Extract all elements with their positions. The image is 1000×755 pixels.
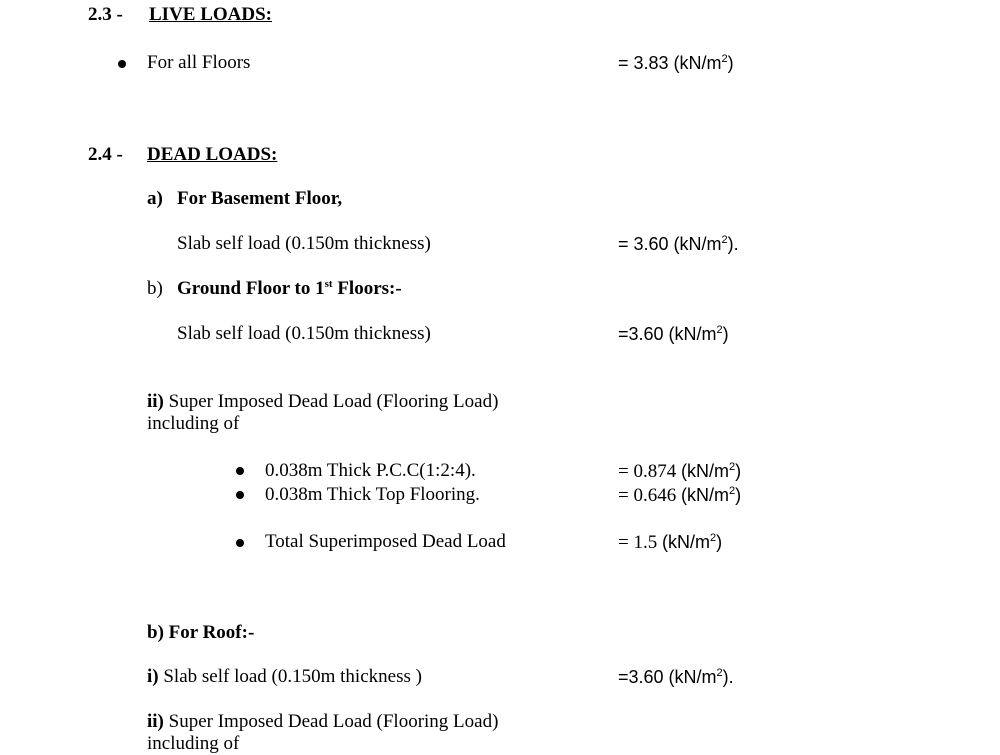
- bullet-icon: [236, 491, 244, 499]
- roof-sidl-heading-line2: including of: [147, 733, 240, 754]
- sidl-heading-line2: including of: [147, 413, 240, 434]
- section-heading-live-loads: LIVE LOADS:: [149, 4, 272, 25]
- roof-slab-value: =3.60 $(kN/m^2)$.: [618, 667, 734, 687]
- total-sidl-value: = 1.5 $(kN/m^2)$: [618, 532, 723, 553]
- section-heading-dead-loads: DEAD LOADS:: [147, 144, 278, 165]
- section-number-2-4: 2.4 -: [88, 144, 123, 165]
- pcc-value: = 0.874 $(kN/m^2)$: [618, 461, 742, 482]
- sidl-heading: ii) Super Imposed Dead Load (Flooring Load): [147, 391, 499, 412]
- basement-floor-title: For Basement Floor,: [177, 188, 343, 209]
- roof-sidl-heading: ii) Super Imposed Dead Load (Flooring Load): [147, 711, 499, 732]
- pcc-label: 0.038m Thick P.C.C(1:2:4).: [265, 460, 476, 481]
- bullet-icon: [236, 467, 244, 475]
- roof-slab-label: i) Slab self load (0.150m thickness ): [147, 666, 422, 687]
- item-marker-b: b): [147, 278, 163, 299]
- top-flooring-value: = 0.646 $(kN/m^2)$: [618, 485, 742, 506]
- total-sidl-label: Total Superimposed Dead Load: [265, 531, 506, 552]
- bullet-icon: [236, 539, 244, 547]
- section-number-2-3: 2.3 -: [88, 4, 123, 25]
- basement-slab-value: = 3.60 $(kN/m^2)$.: [618, 234, 739, 254]
- bullet-icon: [118, 60, 126, 68]
- live-load-label: For all Floors: [147, 52, 251, 73]
- basement-slab-label: Slab self load (0.150m thickness): [177, 233, 431, 254]
- item-marker-a: a): [147, 188, 163, 209]
- top-flooring-label: 0.038m Thick Top Flooring.: [265, 484, 480, 505]
- live-load-value: = 3.83 $(kN/m^2)$: [618, 53, 734, 73]
- ground-slab-label: Slab self load (0.150m thickness): [177, 323, 431, 344]
- ground-slab-value: =3.60 $(kN/m^2)$: [618, 324, 729, 344]
- roof-title: b) For Roof:-: [147, 622, 255, 643]
- ground-floor-title: Ground Floor to 1st Floors:-: [177, 278, 402, 299]
